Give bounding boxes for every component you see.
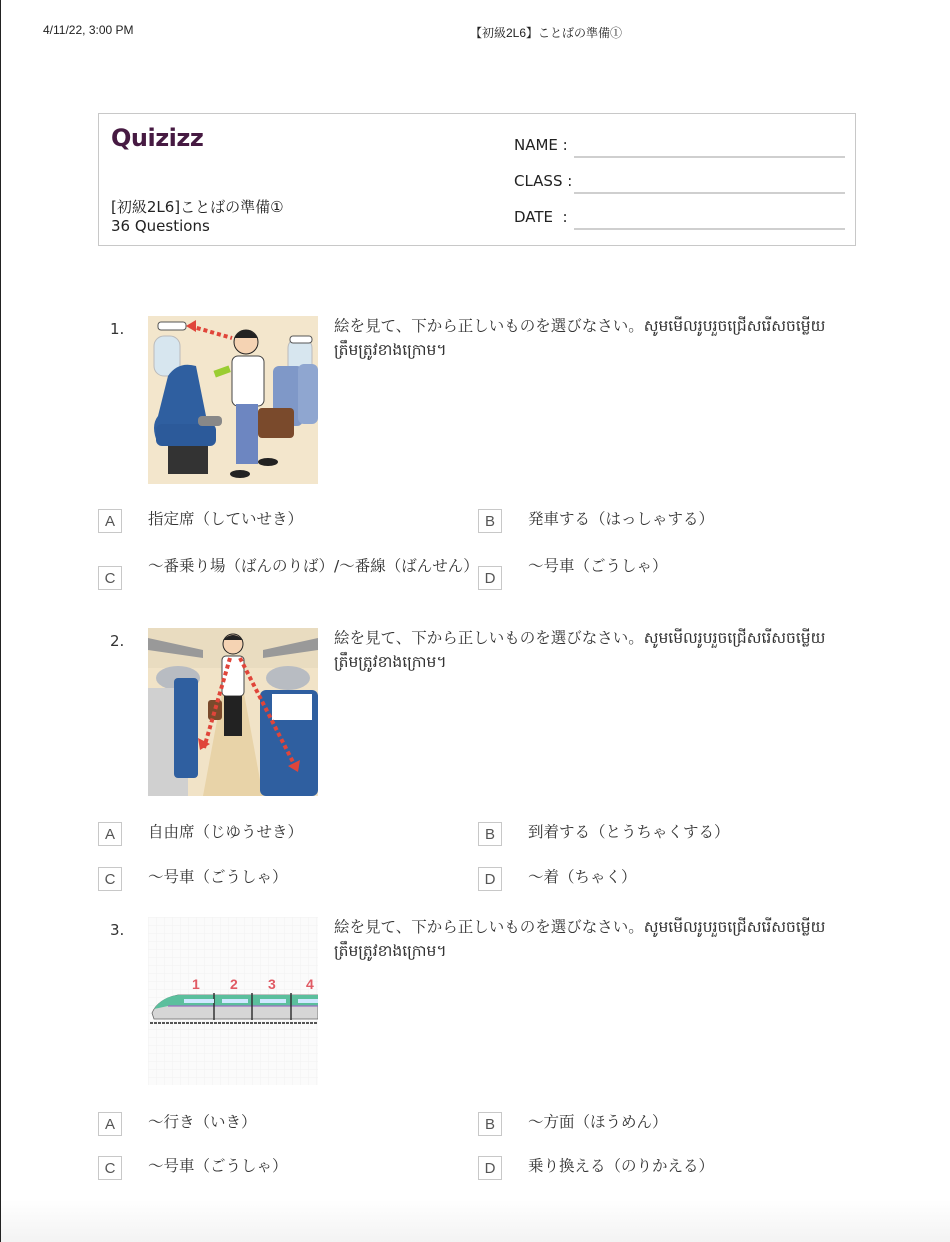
car-number-3: 3 [268, 976, 276, 992]
option-d[interactable] [478, 557, 858, 590]
train-aisle-free-seating-icon [148, 628, 318, 796]
date-label: DATE : [514, 208, 568, 226]
option-letter[interactable]: D [478, 1156, 502, 1180]
option-text[interactable]: ～号車（ごうしゃ） [528, 557, 668, 575]
option-text[interactable]: 乗り換える（のりかえる） [528, 1157, 715, 1175]
worksheet-header [98, 113, 856, 246]
question-count: 36 Questions [111, 217, 210, 235]
question-number: 2. [110, 632, 125, 650]
question-prompt: 絵を見て、下から正しいものを選びなさい。សូមមើលរូបរួចជ្រើសរើសចម្លើយត្រឹមត្រូវខាងក្រោម។ [334, 317, 826, 359]
option-text[interactable]: 発車する（はっしゃする） [528, 510, 715, 528]
option-c[interactable] [98, 1156, 478, 1180]
option-letter[interactable]: A [98, 1112, 122, 1136]
date-field[interactable] [514, 208, 845, 226]
option-letter[interactable]: A [98, 822, 122, 846]
question-number: 1. [110, 320, 125, 338]
option-d[interactable] [478, 1156, 858, 1180]
option-letter[interactable]: C [98, 1156, 122, 1180]
quizizz-logo: Quizizz [111, 124, 204, 152]
option-text[interactable]: 到着する（とうちゃくする） [528, 823, 730, 841]
option-text[interactable]: ～行き（いき） [148, 1113, 257, 1131]
question-prompt: 絵を見て、下から正しいものを選びなさい。សូមមើលរូបរួចជ្រើសរើសចម្លើយត្រឹមត្រូវខាងក្រោម។ [334, 918, 826, 960]
option-text[interactable]: 自由席（じゆうせき） [148, 823, 304, 841]
question-number: 3. [110, 921, 125, 939]
option-d[interactable] [478, 867, 858, 891]
class-line[interactable] [574, 191, 845, 194]
train-passenger-checking-seat-number-icon [148, 316, 318, 484]
name-field[interactable] [514, 136, 845, 154]
class-field[interactable] [514, 172, 845, 190]
option-letter[interactable]: C [98, 867, 122, 891]
option-text[interactable]: ～番乗り場（ばんのりば）/～番線（ばんせん） [148, 557, 479, 575]
option-b[interactable] [478, 1112, 858, 1136]
name-line[interactable] [574, 155, 845, 158]
option-letter[interactable]: D [478, 867, 502, 891]
option-text[interactable]: ～号車（ごうしゃ） [148, 1157, 288, 1175]
print-datetime: 4/11/22, 3:00 PM [43, 23, 134, 37]
option-text[interactable]: ～号車（ごうしゃ） [148, 868, 288, 886]
option-letter[interactable]: B [478, 509, 502, 533]
option-a[interactable] [98, 509, 478, 533]
car-number-2: 2 [230, 976, 238, 992]
option-b[interactable] [478, 509, 858, 533]
option-b[interactable] [478, 822, 858, 846]
car-number-1: 1 [192, 976, 200, 992]
option-letter[interactable]: C [98, 566, 122, 590]
question-prompt: 絵を見て、下から正しいものを選びなさい。សូមមើលរូបរួចជ្រើសរើសចម្លើយត្រឹមត្រូវខាងក្រោម។ [334, 629, 826, 671]
option-c[interactable] [98, 557, 479, 590]
class-label: CLASS : [514, 172, 573, 190]
car-number-4: 4 [306, 976, 314, 992]
bullet-train-car-numbers-icon [148, 917, 318, 1085]
option-text[interactable]: 指定席（していせき） [148, 510, 304, 528]
option-text[interactable]: ～着（ちゃく） [528, 868, 637, 886]
option-letter[interactable]: B [478, 822, 502, 846]
option-letter[interactable]: A [98, 509, 122, 533]
print-title: 【初級2L6】ことばの準備① [470, 26, 623, 40]
option-a[interactable] [98, 822, 478, 846]
option-a[interactable] [98, 1112, 478, 1136]
name-label: NAME : [514, 136, 568, 154]
quiz-title: [初級2L6]ことばの準備① [111, 198, 284, 216]
date-line[interactable] [574, 227, 845, 230]
option-c[interactable] [98, 867, 478, 891]
page-edge [0, 0, 1, 1242]
option-text[interactable]: ～方面（ほうめん） [528, 1113, 668, 1131]
option-letter[interactable]: D [478, 566, 502, 590]
option-letter[interactable]: B [478, 1112, 502, 1136]
